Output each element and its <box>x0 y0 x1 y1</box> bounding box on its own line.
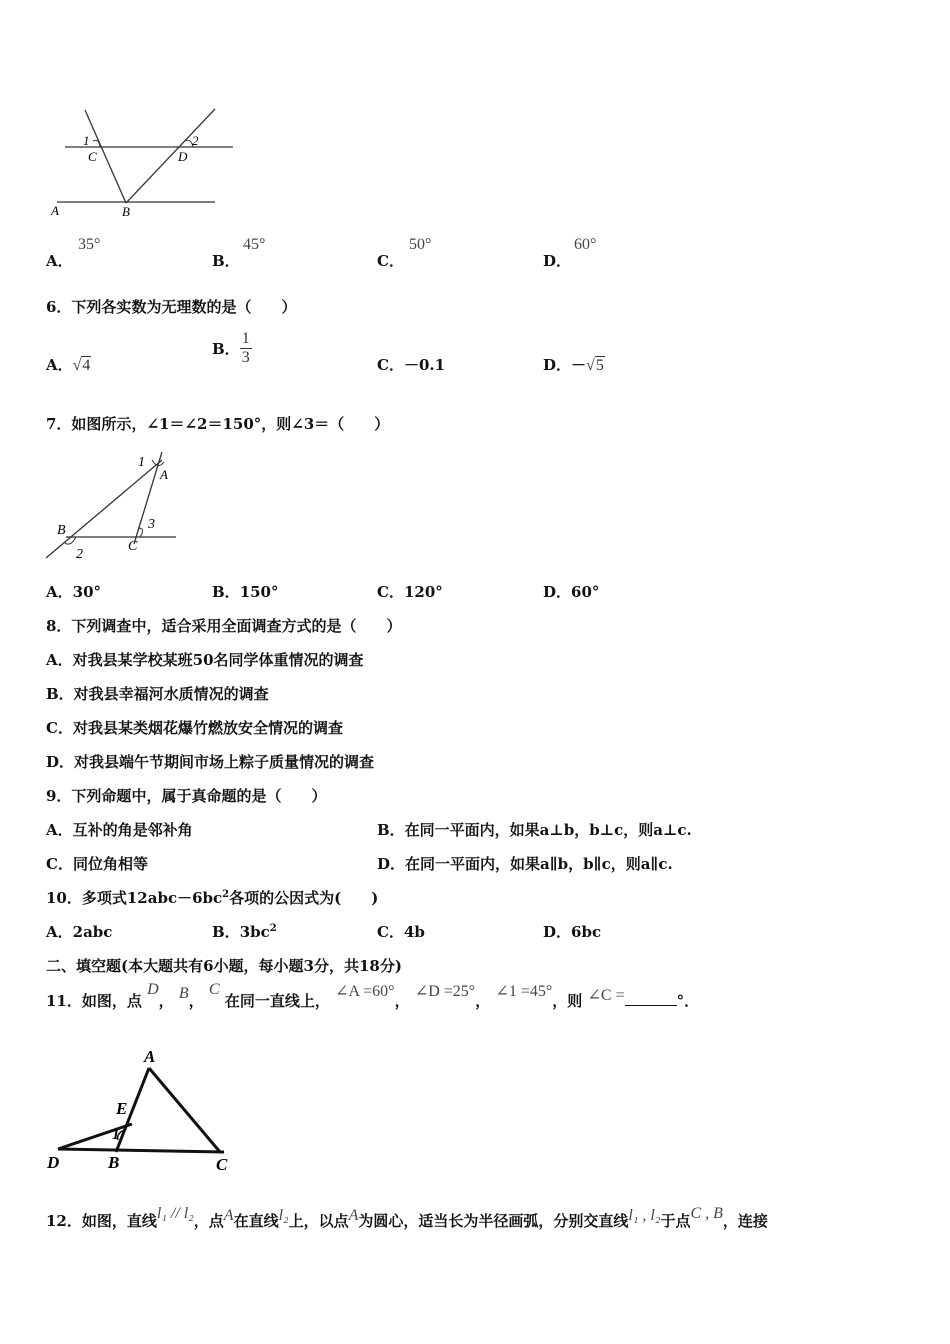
q7-label-a: A <box>160 467 168 482</box>
q9-option-d: D．在同一平面内，如果a∥b，b∥c，则a∥c. <box>377 855 673 873</box>
q11-point-d: D <box>147 981 159 998</box>
q11-label-e: E <box>116 1099 128 1118</box>
q12-l2: l₂ <box>278 1207 289 1224</box>
q10-option-d: D．6bc <box>543 923 602 941</box>
q12-lines: l₁ , l₂ <box>628 1207 661 1224</box>
q9-option-a: A．互补的角是邻补角 <box>46 821 193 839</box>
q11-point-c: C <box>208 981 220 998</box>
q8-option-d: D．对我县端午节期间市场上粽子质量情况的调查 <box>46 753 375 771</box>
q11-label-1: 1 <box>112 1127 120 1143</box>
q6-option-d: D．－√5 <box>543 356 604 374</box>
q9-stem: 9．下列命题中，属于真命题的是（ ） <box>46 787 327 805</box>
q7-label-2: 2 <box>76 547 83 562</box>
q10-stem: 10．多项式$12abc-6bc^2$各项的公因式为( ) <box>46 889 379 907</box>
q5-option-b: B． <box>212 252 240 270</box>
q11-figure <box>44 1044 239 1174</box>
q12-points-cb: C , B <box>690 1205 723 1222</box>
q11-label-b: B <box>108 1153 120 1172</box>
q12-stem: 12．如图，直线l₁ // l₂，点A在直线l₂上，以点A为圆心，适当长为半径画弧，分别交直线l₁ , l₂于点C , B，连接 <box>46 1205 768 1230</box>
q8-stem: 8．下列调查中，适合采用全面调查方式的是（ ） <box>46 617 402 635</box>
q7-option-d: D．60° <box>543 583 600 601</box>
q11-angle-a: ∠A =60° <box>335 983 395 1000</box>
q11-label-a: A <box>144 1047 156 1066</box>
q5-label-1: 1 <box>83 133 90 148</box>
q10-option-a: A．2abc <box>46 923 113 941</box>
q5-label-a: A <box>51 203 59 218</box>
q7-option-c: C．120° <box>377 583 443 601</box>
q7-label-3: 3 <box>148 517 155 532</box>
q5-option-a: A． <box>46 252 73 270</box>
q5-label-c: C <box>88 149 97 164</box>
q5-option-b-value: 45° <box>243 236 266 253</box>
q11-point-b: B <box>178 985 189 1002</box>
q10-option-b: B．$3bc^2$ <box>212 923 277 941</box>
q12-point-a2: A <box>348 1207 359 1224</box>
q6-option-c: C．－0.1 <box>377 356 446 374</box>
q7-label-1: 1 <box>138 455 145 470</box>
q11-angle-d: ∠D =25° <box>414 983 476 1000</box>
q5-option-c: C． <box>377 252 404 270</box>
q8-option-c: C．对我县某类烟花爆竹燃放安全情况的调查 <box>46 719 343 737</box>
q5-option-c-value: 50° <box>409 236 432 253</box>
q8-option-a: A．对我县某学校某班50名同学体重情况的调查 <box>46 651 364 669</box>
q11-angle-1: ∠1 =45° <box>495 983 553 1000</box>
q5-option-d-value: 60° <box>574 236 597 253</box>
q6-stem: 6．下列各实数为无理数的是（ ） <box>46 298 297 316</box>
q7-option-a: A．30° <box>46 583 102 601</box>
q7-label-c: C <box>128 539 138 554</box>
q11-label-d: D <box>47 1153 60 1172</box>
q7-stem: 7．如图所示，∠1＝∠2＝150°，则∠3＝（ ） <box>46 415 390 433</box>
q5-option-d: D． <box>543 252 572 270</box>
q7-label-b: B <box>57 523 66 538</box>
q7-figure <box>42 448 182 563</box>
q9-option-b: B．在同一平面内，如果a⊥b，b⊥c，则a⊥c. <box>377 821 692 839</box>
q11-answer-blank[interactable] <box>625 991 677 1006</box>
q9-option-c: C．同位角相等 <box>46 855 148 873</box>
q5-label-b: B <box>122 204 130 219</box>
q12-point-a: A <box>223 1207 234 1224</box>
q12-l1-parallel-l2: l₁ // l₂ <box>156 1205 194 1222</box>
q5-figure <box>45 105 245 225</box>
q5-option-a-value: 35° <box>78 236 101 253</box>
q7-option-b: B．150° <box>212 583 279 601</box>
q5-label-2: 2 <box>192 133 199 148</box>
q11-angle-c: ∠C = <box>587 987 625 1004</box>
q6-option-b: B． $\frac{1}{3}$ <box>212 330 250 366</box>
q6-option-a: A．√4 <box>46 356 91 374</box>
section-2-title: 二、填空题(本大题共有6小题，每小题3分，共18分) <box>46 957 402 975</box>
q5-label-d: D <box>178 149 188 164</box>
q10-option-c: C．4b <box>377 923 425 941</box>
q11-stem: 11．如图，点 D， B， C 在同一直线上， ∠A =60°， ∠D =25°， ∠1 =45°，则 ∠C = °． <box>46 981 700 1010</box>
q11-label-c: C <box>216 1155 228 1174</box>
q8-option-b: B．对我县幸福河水质情况的调查 <box>46 685 269 703</box>
